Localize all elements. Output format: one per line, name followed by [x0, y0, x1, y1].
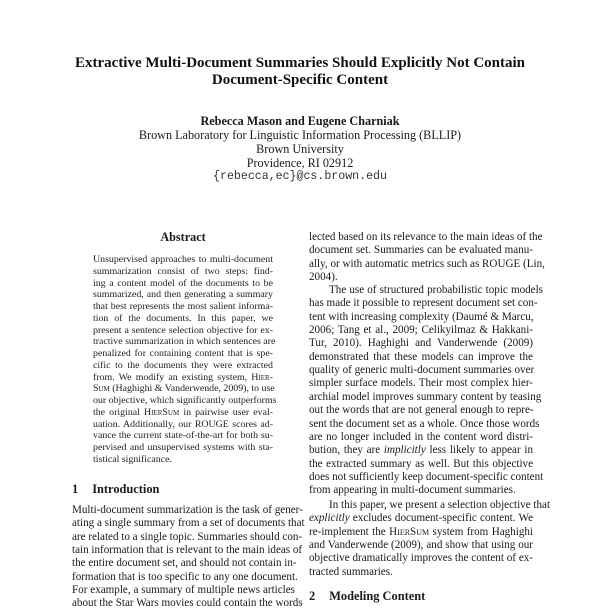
abstract-line: pervised and unsupervised systems with sta- — [93, 442, 273, 453]
right-para3-line: In this paper, we present a selection objective that — [329, 499, 551, 511]
right-para2-line: simpler surface models. Their most complex hier- — [309, 377, 533, 390]
abstract-line: tractive summarization in which sentences are — [93, 336, 276, 348]
intro-line: For example, a summary of multiple news articles — [72, 583, 295, 596]
paper-title-line-2: Document-Specific Content — [211, 72, 389, 88]
abstract-line: ing a content model of the documents to be — [93, 277, 273, 289]
abstract-line: cific to the documents they were extracted — [93, 359, 273, 371]
abstract-line: that best represents the most salient informa- — [93, 301, 273, 312]
section-number: 1 — [72, 482, 79, 496]
abstract-line: tion of the documents. In this paper, we — [93, 312, 273, 324]
right-para2-line: quality of generic multi-document summaries over — [309, 364, 535, 377]
intro-line: are related to a single topic. Summaries should con- — [72, 530, 303, 543]
email: {rebecca,ec}@cs.brown.edu — [213, 170, 387, 183]
section-number: 2 — [309, 589, 316, 603]
abstract-line: from. We modify an existing system, Hier- — [93, 371, 273, 383]
authors: Rebecca Mason and Eugene Charniak — [200, 114, 400, 128]
right-para2-line: 2006; Tang et al., 2009; Celikyilmaz & Hakkani- — [309, 324, 533, 337]
right-para3-line: re-implement the HierSum system from Haghighi — [309, 525, 534, 538]
right-para2-line: from appearing in multi-document summaries. — [309, 484, 516, 497]
paper-title-line-1: Extractive Multi-Document Summaries Should Explicitly Not Contain — [75, 55, 525, 71]
intro-line: tain information that is relevant to the main ideas of — [72, 543, 303, 556]
intro-line: formation that is too specific to any one document. — [72, 570, 298, 583]
right-para2-line: Tur, 2010). Haghighi and Vanderwende (2009) — [309, 337, 533, 350]
right-para2-line: sent the document set as a whole. Once those words — [309, 417, 540, 430]
right-para2-line: bution, they are implicitly less likely to appear in — [309, 444, 534, 457]
abstract-line: penalized for containing content that is spe- — [93, 348, 273, 359]
right-para1-line: lected based on its relevance to the main ideas of the — [309, 231, 543, 243]
right-para2-line: are no longer included in the content word distri- — [309, 430, 533, 443]
right-para3-line: objective dramatically improves the content of ex- — [309, 552, 533, 565]
right-para2-line: tent with increasing complexity (Daumé & Marcu, — [309, 310, 534, 323]
right-para1-line: 2004). — [309, 270, 338, 283]
intro-line: Multi-document summarization is the task of gener- — [72, 504, 303, 516]
right-para3-line: tracted summaries. — [309, 565, 393, 578]
right-para1-line: document set. Summaries can be evaluated manu- — [309, 244, 533, 257]
right-para2-line: has made it possible to represent document set con- — [309, 297, 538, 310]
section-title: Modeling Content — [329, 589, 426, 603]
abstract-line: tistical significance. — [93, 453, 172, 465]
affiliation: Brown Laboratory for Linguistic Information Processing (BLLIP) — [138, 128, 462, 142]
abstract-line: our objective, which significantly outperforms — [93, 395, 277, 406]
right-para1-line: ally, or with automatic metrics such as ROUGE (Lin, — [309, 257, 545, 270]
abstract-line: present a sentence selection objective for ex- — [93, 324, 273, 336]
right-para2-line: does not sufficiently keep document-specific content — [309, 470, 544, 483]
right-para3-line: explicitly excludes document-specific content. We — [309, 512, 533, 525]
abstract-line: uation. Additionally, our ROUGE scores ad- — [93, 418, 273, 430]
right-para2-line: out the words that are not general enough to repre- — [309, 404, 534, 417]
abstract-line: summarized, and then generating a summary — [93, 289, 273, 301]
right-para2-line: The use of structured probabilistic topic models — [329, 284, 543, 296]
university: Brown University — [256, 142, 344, 156]
abstract-line: the original HierSum in pairwise user eval- — [93, 406, 273, 418]
abstract-heading: Abstract — [160, 230, 206, 244]
abstract-line: vance the current state-of-the-art for both su- — [93, 430, 273, 442]
right-para3-line: and Vanderwende (2009), and show that using our — [309, 538, 533, 551]
right-para2-line: demonstrated that these models can improve the — [309, 350, 533, 363]
intro-line: ating a single summary from a set of documents that — [72, 517, 305, 530]
abstract-line: Unsupervised approaches to multi-document — [93, 254, 273, 265]
abstract-line: Sum (Haghighi & Vanderwende, 2009), to use — [93, 383, 275, 395]
section-title: Introduction — [92, 482, 160, 496]
intro-line: about the Star Wars movies could contain the words — [72, 597, 303, 609]
abstract-line: summarization consist of two steps: find- — [93, 265, 273, 277]
section-2-heading — [309, 589, 425, 604]
right-para2-line: the extracted summary as well. But this objective — [309, 457, 533, 470]
intro-line: the entire document set, and should not contain in- — [72, 557, 297, 570]
right-para2-line: archial model improves summary content by teasing — [309, 390, 542, 403]
address: Providence, RI 02912 — [246, 156, 354, 170]
section-1-heading — [72, 482, 159, 497]
